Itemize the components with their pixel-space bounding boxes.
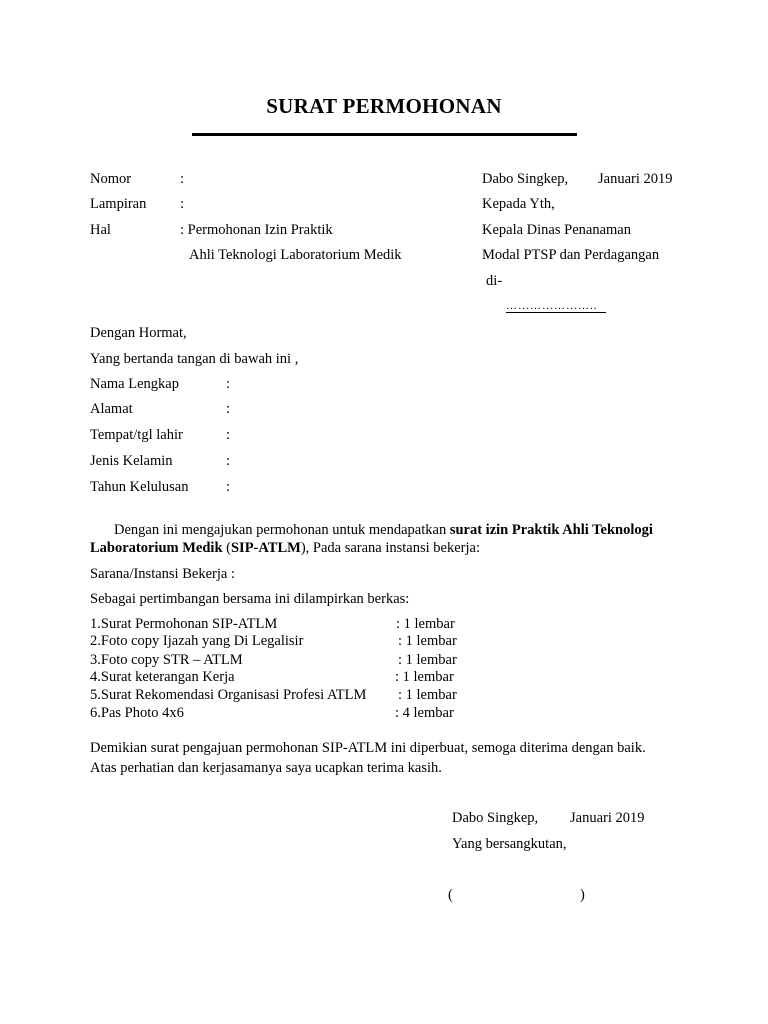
hal-label: Hal xyxy=(90,222,111,238)
field-nama-colon: : xyxy=(226,376,231,392)
address-dots: ………………….. xyxy=(506,300,606,313)
field-gender-label: Jenis Kelamin xyxy=(90,453,173,469)
kepada-yth: Kepada Yth, xyxy=(482,196,555,212)
request-text-bold: surat izin Praktik Ahli Teknologi Laboratorium Medik xyxy=(90,522,653,556)
signature-close-paren: ) xyxy=(580,887,585,903)
attachment-name: 3.Foto copy STR – ATLM xyxy=(90,652,243,668)
sarana-line: Sarana/Instansi Bekerja : xyxy=(90,566,235,582)
title-underline xyxy=(192,133,577,136)
lampiran-colon: : xyxy=(180,196,185,212)
di-label: di- xyxy=(486,273,503,289)
field-year-label: Tahun Kelulusan xyxy=(90,479,189,495)
request-text-e: ), Pada sarana instansi bekerja: xyxy=(300,540,480,556)
nomor-label: Nomor xyxy=(90,171,132,187)
hal-value-line2: Ahli Teknologi Laboratorium Medik xyxy=(189,247,402,263)
recipient-line1: Kepala Dinas Penanaman xyxy=(482,222,631,238)
attachment-name: 5.Surat Rekomendasi Organisasi Profesi ATLM xyxy=(90,687,367,703)
request-text-a: Dengan ini mengajukan permohonan untuk mendapatkan xyxy=(114,522,450,538)
attachment-name: 1.Surat Permohonan SIP-ATLM xyxy=(90,616,278,632)
greeting: Dengan Hormat, xyxy=(90,325,187,341)
attachment-qty: : 1 lembar xyxy=(396,616,455,632)
hal-value-line1: : Permohonan Izin Praktik xyxy=(180,222,333,238)
signature-open-paren: ( xyxy=(448,887,453,903)
attachments-intro: Sebagai pertimbangan bersama ini dilampirkan berkas: xyxy=(90,591,410,607)
attachment-qty: : 1 lembar xyxy=(398,652,457,668)
field-gender-colon: : xyxy=(226,453,231,469)
nomor-colon: : xyxy=(180,171,185,187)
field-nama-label: Nama Lengkap xyxy=(90,376,179,392)
attachment-qty: : 4 lembar xyxy=(395,705,454,721)
field-alamat-label: Alamat xyxy=(90,401,133,417)
place-date: Dabo Singkep, xyxy=(482,171,569,187)
signature-place: Dabo Singkep, xyxy=(452,810,539,826)
request-paragraph xyxy=(90,521,690,557)
field-ttl-colon: : xyxy=(226,427,231,443)
closing-line1: Demikian surat pengajuan permohonan SIP-ATLM ini diperbuat, semoga diterima dengan baik. xyxy=(90,740,646,756)
request-text-sipatlm: SIP-ATLM xyxy=(230,540,301,556)
recipient-line2: Modal PTSP dan Perdagangan xyxy=(482,247,660,263)
field-year-colon: : xyxy=(226,479,231,495)
signature-role: Yang bersangkutan, xyxy=(452,836,567,852)
attachment-qty: : 1 lembar xyxy=(398,633,457,649)
attachment-name: 6.Pas Photo 4x6 xyxy=(90,705,184,721)
intro-line: Yang bertanda tangan di bawah ini , xyxy=(90,351,299,367)
field-ttl-label: Tempat/tgl lahir xyxy=(90,427,183,443)
document-title: SURAT PERMOHONAN xyxy=(266,94,502,118)
month-year: Januari 2019 xyxy=(598,171,673,187)
signature-date: Januari 2019 xyxy=(570,810,645,826)
attachment-name: 4.Surat keterangan Kerja xyxy=(90,669,235,685)
closing-line2: Atas perhatian dan kerjasamanya saya ucapkan terima kasih. xyxy=(90,760,442,776)
attachment-name: 2.Foto copy Ijazah yang Di Legalisir xyxy=(90,633,304,649)
field-alamat-colon: : xyxy=(226,401,231,417)
attachment-qty: : 1 lembar xyxy=(395,669,454,685)
attachment-qty: : 1 lembar xyxy=(398,687,457,703)
lampiran-label: Lampiran xyxy=(90,196,147,212)
request-text-c: ( xyxy=(222,540,231,556)
